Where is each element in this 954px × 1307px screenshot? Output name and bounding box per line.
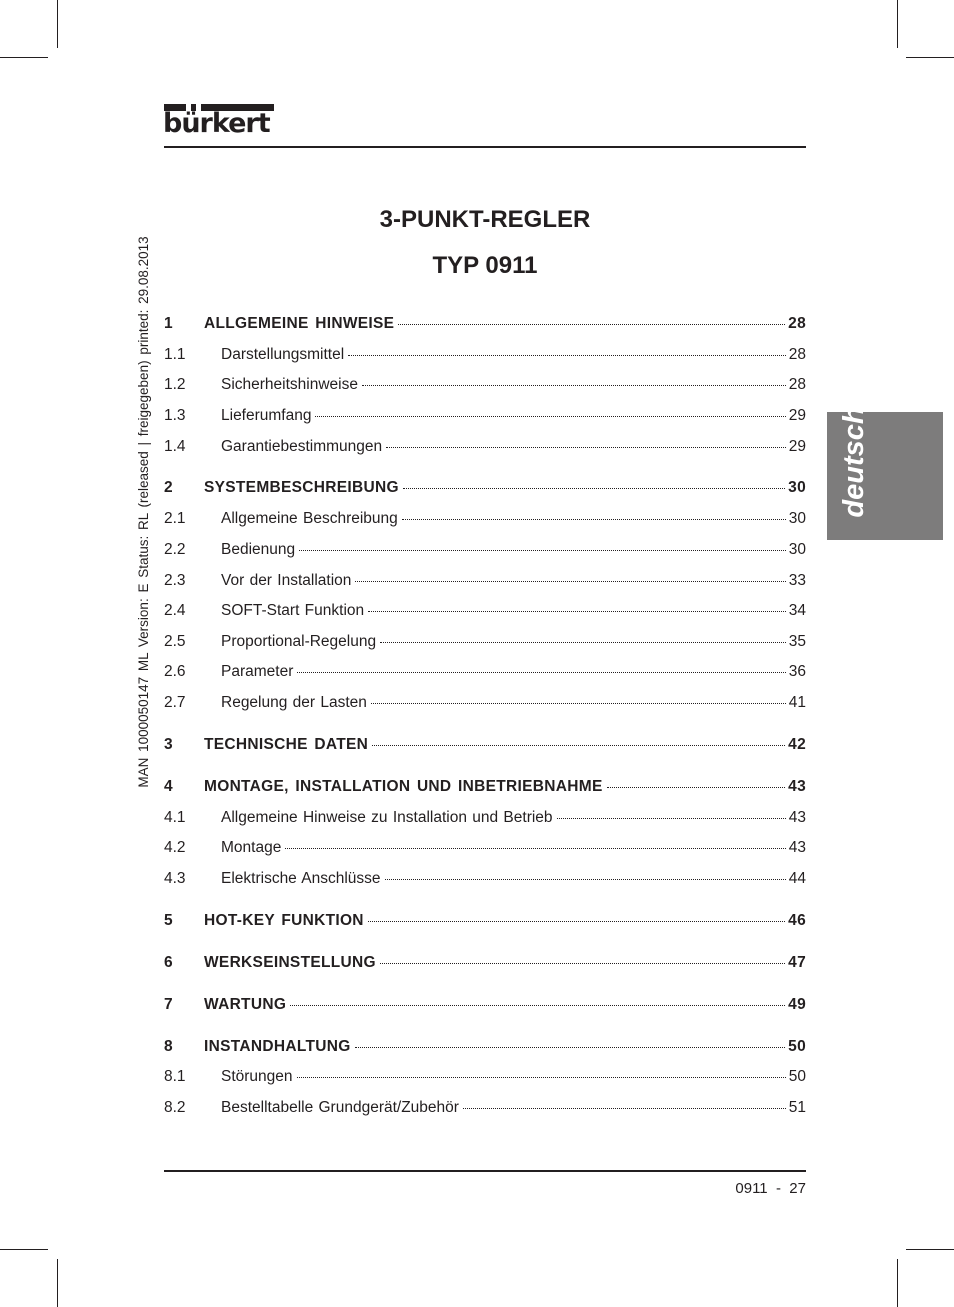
toc-entry-body: [221, 1098, 806, 1118]
crop-mark: [0, 1249, 48, 1250]
toc-entry-label: Lieferumfang: [221, 407, 312, 424]
toc-leader-dots: [297, 672, 785, 673]
toc-entry-label: Elektrische Anschlüsse: [221, 870, 381, 887]
crop-mark: [897, 1259, 898, 1307]
toc-entry: [164, 571, 806, 591]
toc-entry-body: [221, 869, 806, 889]
toc-entry-page: 34: [788, 602, 806, 619]
burkert-logo: [164, 104, 276, 140]
toc-entry-page: 30: [788, 479, 806, 496]
toc-entry-number: 4.1: [164, 809, 186, 826]
toc-entry-body: [221, 632, 806, 652]
toc-entry: [164, 1098, 806, 1118]
toc-entry: [164, 693, 806, 713]
toc-entry-page: 41: [788, 694, 806, 711]
toc-leader-dots: [403, 488, 785, 489]
toc-entry-label: INSTANDHALTUNG: [204, 1038, 351, 1055]
toc-entry-number: 8.2: [164, 1099, 186, 1116]
toc-entry: [164, 953, 806, 973]
language-tab: [827, 406, 943, 540]
toc-entry-number: 4: [164, 778, 173, 795]
toc-entry-page: 43: [788, 839, 806, 856]
crop-mark: [57, 1259, 58, 1307]
footer-rule: [164, 1170, 806, 1172]
toc-entry-label: MONTAGE, INSTALLATION UND INBETRIEBNAHME: [204, 778, 603, 795]
toc-entry-label: SYSTEMBESCHREIBUNG: [204, 479, 399, 496]
toc-leader-dots: [297, 1077, 786, 1078]
toc-leader-dots: [557, 818, 786, 819]
toc-entry-label: Vor der Installation: [221, 572, 352, 589]
toc-entry-page: 30: [788, 510, 806, 527]
toc-leader-dots: [380, 642, 786, 643]
toc-entry-label: Bedienung: [221, 541, 296, 558]
toc-entry-number: 1.2: [164, 376, 186, 393]
toc-entry-body: [221, 406, 806, 426]
language-tab-label: deutsch: [838, 406, 870, 518]
header-rule: [164, 146, 806, 148]
crop-mark: [57, 0, 58, 48]
toc-entry-page: 44: [788, 870, 806, 887]
toc-entry-label: Allgemeine Beschreibung: [221, 510, 398, 527]
toc-entry-body: [204, 735, 806, 755]
toc-entry: [164, 995, 806, 1015]
toc-entry-number: 2.5: [164, 633, 186, 650]
toc-entry-label: TECHNISCHE DATEN: [204, 736, 369, 753]
toc-entry-label: Garantiebestimmungen: [221, 438, 383, 455]
toc-leader-dots: [385, 879, 786, 880]
toc-entry: [164, 1067, 806, 1087]
toc-entry-label: Darstellungsmittel: [221, 346, 345, 363]
toc-leader-dots: [368, 921, 785, 922]
toc-entry-page: 36: [788, 663, 806, 680]
toc-entry-number: 6: [164, 954, 173, 971]
toc-leader-dots: [371, 703, 786, 704]
toc-entry-number: 1: [164, 315, 173, 332]
toc-entry-number: 8: [164, 1038, 173, 1055]
toc-entry-body: [221, 509, 806, 529]
toc-entry-page: 50: [788, 1038, 806, 1055]
toc-entry-body: [221, 662, 806, 682]
toc-leader-dots: [315, 416, 785, 417]
toc-entry-label: WARTUNG: [204, 996, 287, 1013]
toc-entry: [164, 540, 806, 560]
logo-wordmark: bürkert: [163, 108, 270, 139]
toc-entry-body: [221, 571, 806, 591]
toc-leader-dots: [463, 1108, 786, 1109]
toc-leader-dots: [607, 787, 786, 788]
toc-entry: [164, 478, 806, 498]
toc-entry-number: 5: [164, 912, 173, 929]
toc-entry-body: [204, 911, 806, 931]
toc-leader-dots: [355, 581, 785, 582]
page-number: 0911 - 27: [735, 1180, 806, 1197]
toc-entry-body: [204, 953, 806, 973]
toc-entry-number: 2.7: [164, 694, 186, 711]
toc-entry-label: Störungen: [221, 1068, 293, 1085]
toc-entry-body: [221, 838, 806, 858]
toc-entry: [164, 406, 806, 426]
toc-leader-dots: [368, 611, 786, 612]
toc-entry-page: 47: [788, 954, 806, 971]
toc-entry-body: [204, 1037, 806, 1057]
toc-entry-page: 42: [788, 736, 806, 753]
toc-leader-dots: [398, 324, 785, 325]
toc-entry-number: 2.3: [164, 572, 186, 589]
toc-entry-label: Sicherheitshinweise: [221, 376, 358, 393]
toc-entry-body: [221, 375, 806, 395]
page-subtitle: TYP 0911: [432, 252, 538, 279]
toc-entry-body: [221, 693, 806, 713]
toc-entry-page: 50: [788, 1068, 806, 1085]
toc-entry-page: 29: [788, 438, 806, 455]
toc-entry-number: 2: [164, 479, 173, 496]
toc-entry: [164, 437, 806, 457]
toc-leader-dots: [355, 1047, 786, 1048]
toc-entry-label: Proportional-Regelung: [221, 633, 377, 650]
toc-entry-number: 1.3: [164, 407, 186, 424]
toc-entry-number: 2.2: [164, 541, 186, 558]
toc-entry: [164, 509, 806, 529]
crop-mark: [906, 1249, 954, 1250]
toc-leader-dots: [402, 519, 786, 520]
toc-leader-dots: [299, 550, 786, 551]
toc-entry-number: 2.1: [164, 510, 186, 527]
toc-entry-number: 1.4: [164, 438, 186, 455]
toc-entry-page: 35: [788, 633, 806, 650]
document-status-note: [136, 192, 152, 832]
toc-entry: [164, 838, 806, 858]
toc-entry-label: Allgemeine Hinweise zu Installation und Betrieb: [221, 809, 553, 826]
toc-entry-number: 4.2: [164, 839, 186, 856]
toc-entry-label: WERKSEINSTELLUNG: [204, 954, 376, 971]
toc-entry-body: [204, 777, 806, 797]
toc-entry-page: 28: [788, 346, 806, 363]
toc-entry-number: 2.6: [164, 663, 186, 680]
page-title: 3-PUNKT-REGLER: [379, 206, 591, 233]
crop-mark: [906, 57, 954, 58]
toc-entry: [164, 869, 806, 889]
toc-entry: [164, 601, 806, 621]
toc-entry-page: 28: [788, 315, 806, 332]
toc-entry: [164, 777, 806, 797]
toc-entry-number: 8.1: [164, 1068, 186, 1085]
toc-leader-dots: [372, 745, 785, 746]
toc-entry-page: 29: [788, 407, 806, 424]
toc-entry-page: 43: [788, 778, 806, 795]
toc-entry-label: Bestelltabelle Grundgerät/Zubehör: [221, 1099, 459, 1116]
toc-entry: [164, 375, 806, 395]
crop-mark: [897, 0, 898, 48]
toc-entry-body: [221, 1067, 806, 1087]
toc-entry-body: [204, 995, 806, 1015]
toc-entry-label: Parameter: [221, 663, 294, 680]
crop-mark: [0, 57, 48, 58]
toc-entry: [164, 345, 806, 365]
toc-entry-page: 49: [788, 996, 806, 1013]
toc-entry: [164, 314, 806, 334]
toc-leader-dots: [362, 385, 786, 386]
toc-entry-page: 28: [788, 376, 806, 393]
toc-entry-body: [204, 478, 806, 498]
toc-entry-label: Montage: [221, 839, 282, 856]
toc-leader-dots: [348, 355, 786, 356]
toc-entry-number: 3: [164, 736, 173, 753]
toc-entry-number: 2.4: [164, 602, 186, 619]
toc-entry-label: ALLGEMEINE HINWEISE: [204, 315, 395, 332]
toc-entry: [164, 735, 806, 755]
toc-entry-label: SOFT-Start Funktion: [221, 602, 365, 619]
document-status-text: MAN 1000050147 ML Version: E Status: RL (released | freigegeben) printed: 29.08.2013: [136, 236, 151, 788]
toc-leader-dots: [380, 963, 785, 964]
toc-entry-body: [204, 314, 806, 334]
toc-entry-body: [221, 345, 806, 365]
toc-leader-dots: [386, 447, 786, 448]
toc-entry-label: Regelung der Lasten: [221, 694, 367, 711]
toc-entry-number: 4.3: [164, 870, 186, 887]
toc-leader-dots: [290, 1005, 785, 1006]
toc-entry-page: 51: [788, 1099, 806, 1116]
toc-entry-page: 30: [788, 541, 806, 558]
toc-entry: [164, 662, 806, 682]
toc-entry: [164, 1037, 806, 1057]
toc-entry-number: 7: [164, 996, 173, 1013]
toc-entry: [164, 911, 806, 931]
toc-entry-body: [221, 540, 806, 560]
toc-entry-number: 1.1: [164, 346, 186, 363]
toc-entry: [164, 808, 806, 828]
toc-entry-body: [221, 601, 806, 621]
toc-leader-dots: [285, 848, 785, 849]
toc-entry-body: [221, 808, 806, 828]
toc-entry-page: 46: [788, 912, 806, 929]
toc-entry: [164, 632, 806, 652]
toc-entry-page: 43: [788, 809, 806, 826]
toc-entry-body: [221, 437, 806, 457]
toc-entry-label: HOT-KEY FUNKTION: [204, 912, 364, 929]
toc-entry-page: 33: [788, 572, 806, 589]
